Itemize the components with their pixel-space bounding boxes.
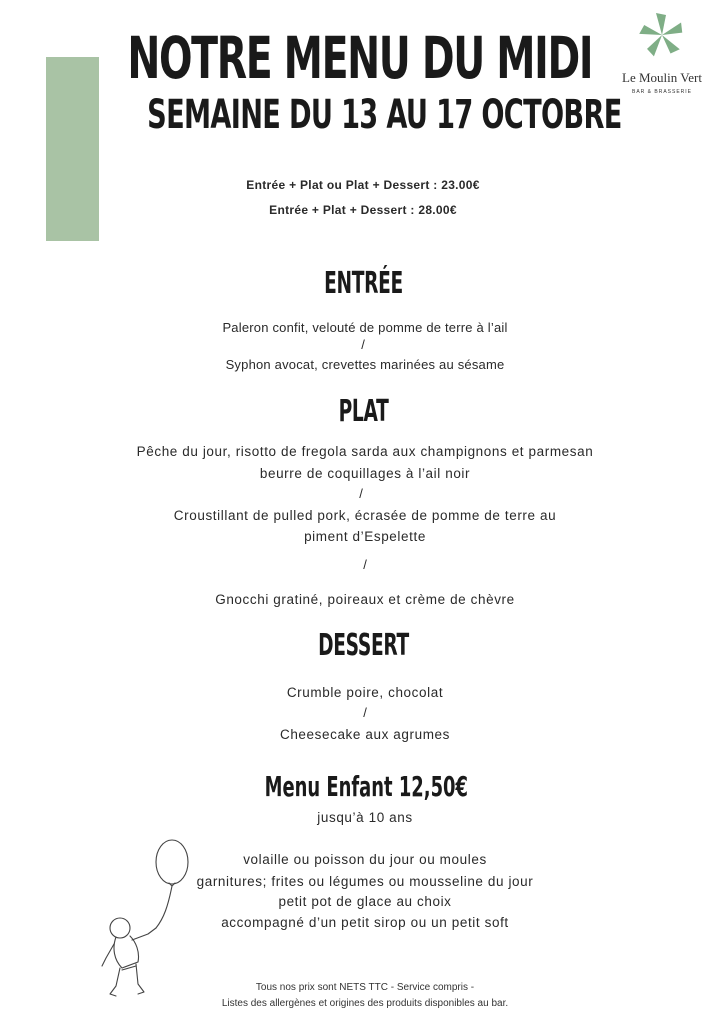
pinwheel-icon [637,10,687,60]
logo-name: Le Moulin Vert [622,70,702,85]
page-subtitle: SEMAINE DU 13 AU 17 OCTOBRE [147,92,622,138]
page-title: NOTRE MENU DU MIDI [127,24,593,92]
menu-item: Paleron confit, velouté de pomme de terre à l’ail [222,320,508,335]
logo-tagline: BAR & BRASSERIE [631,89,692,95]
price-formula-2: Entrée + Plat + Dessert : 28.00€ [269,203,457,217]
menu-item: accompagné d’un petit sirop ou un petit soft [221,915,509,930]
footer-line-1: Tous nos prix sont NETS TTC - Service compris - [255,982,475,993]
menu-item: garnitures; frites ou légumes ou mousseline du jour [196,874,534,889]
section-title-plat: PLAT [338,394,389,429]
menu-item: Gnocchi gratiné, poireaux et crème de chèvre [215,592,515,607]
menu-item: beurre de coquillages à l’ail noir [259,466,471,481]
menu-item: Croustillant de pulled pork, écrasée de pomme de terre au [173,508,557,523]
menu-item: Cheesecake aux agrumes [279,727,451,742]
menu-item: piment d’Espelette [304,529,426,544]
menu-item: petit pot de glace au choix [278,894,452,909]
separator: / [359,486,363,501]
section-title-dessert: DESSERT [318,628,409,663]
menu-item: volaille ou poisson du jour ou moules [243,852,487,867]
separator: / [361,337,365,352]
menu-item: Pêche du jour, risotto de fregola sarda aux champignons et parmesan [136,444,594,459]
menu-enfant-age: jusqu’à 10 ans [317,810,413,825]
section-title-menu-enfant: Menu Enfant 12,50€ [264,770,468,803]
menu-item: Syphon avocat, crevettes marinées au sésame [225,357,505,372]
footer-line-2: Listes des allergènes et origines des produits disponibles au bar. [221,998,509,1009]
restaurant-logo [612,10,712,102]
separator: / [363,705,367,720]
separator: / [363,557,367,572]
price-formula-1: Entrée + Plat ou Plat + Dessert : 23.00€ [246,178,480,192]
decorative-green-bar [46,57,99,241]
menu-item: Crumble poire, chocolat [286,685,444,700]
section-title-entree: ENTRÉE [324,266,403,301]
